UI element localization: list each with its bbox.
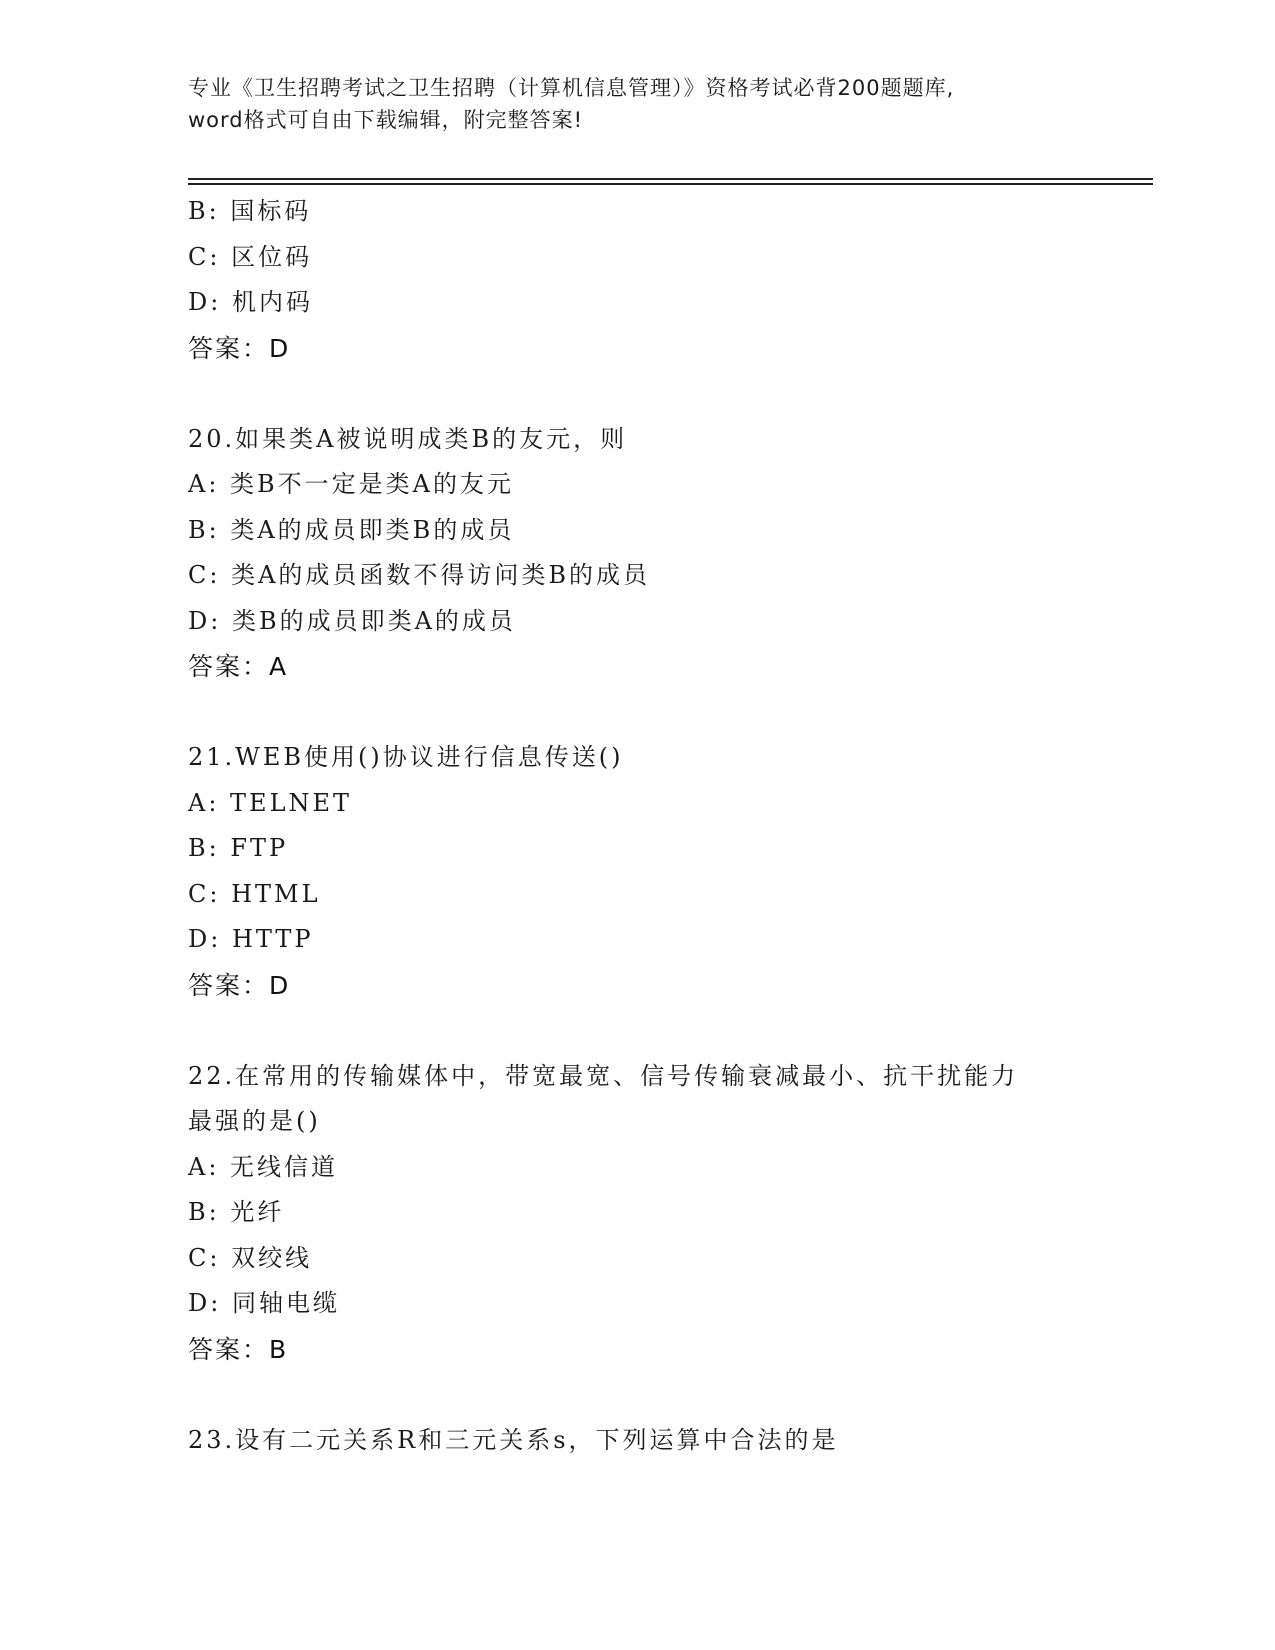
q20-answer: 答案：A (188, 652, 289, 681)
question-content (188, 189, 1088, 1463)
q21-option-b: B: FTP (188, 834, 289, 862)
q23-question: 23.设有二元关系R和三元关系s，下列运算中合法的是 (188, 1425, 839, 1454)
q22-question-line-2: 最强的是() (188, 1107, 321, 1135)
header-divider-top (188, 178, 1153, 180)
q20-option-c: C: 类A的成员函数不得访问类B的成员 (188, 561, 651, 589)
document-header (188, 72, 1088, 136)
q19-option-b: B: 国标码 (188, 197, 312, 225)
q22-option-a: A: 无线信道 (188, 1152, 339, 1181)
question-23 (188, 1418, 1088, 1464)
q22-option-b: B: 光纤 (188, 1198, 285, 1226)
q19-option-c: C: 区位码 (188, 242, 313, 271)
spacer (188, 1008, 1088, 1054)
spacer (188, 690, 1088, 736)
q20-question: 20.如果类A被说明成类B的友元，则 (188, 424, 628, 453)
q21-answer: 答案：D (188, 970, 291, 1000)
q22-question-line-1: 22.在常用的传输媒体中，带宽最宽、信号传输衰减最小、抗干扰能力 (188, 1061, 1019, 1090)
question-19-tail (188, 189, 1088, 371)
q22-option-d: D: 同轴电缆 (188, 1289, 340, 1317)
spacer (188, 1372, 1088, 1418)
question-20 (188, 417, 1088, 690)
q21-option-a: A: TELNET (188, 788, 353, 817)
q22-option-c: C: 双绞线 (188, 1243, 313, 1272)
q21-option-d: D: HTTP (188, 925, 314, 953)
q20-option-d: D: 类B的成员即类A的成员 (188, 606, 516, 635)
q20-option-a: A: 类B不一定是类A的友元 (188, 470, 515, 498)
q21-option-c: C: HTML (188, 879, 321, 908)
spacer (188, 371, 1088, 417)
q19-answer: 答案：D (188, 333, 291, 363)
q21-question: 21.WEB使用()协议进行信息传送() (188, 743, 624, 771)
question-22 (188, 1054, 1088, 1373)
q20-option-b: B: 类A的成员即类B的成员 (188, 515, 515, 544)
q19-option-d: D: 机内码 (188, 288, 313, 316)
header-line-1: 专业《卫生招聘考试之卫生招聘（计算机信息管理）》资格考试必背200题题库, (188, 76, 955, 100)
header-line-2: word格式可自由下载编辑，附完整答案! (188, 108, 584, 132)
question-21 (188, 735, 1088, 1008)
header-divider-bottom (188, 183, 1153, 185)
q22-answer: 答案：B (188, 1334, 289, 1364)
